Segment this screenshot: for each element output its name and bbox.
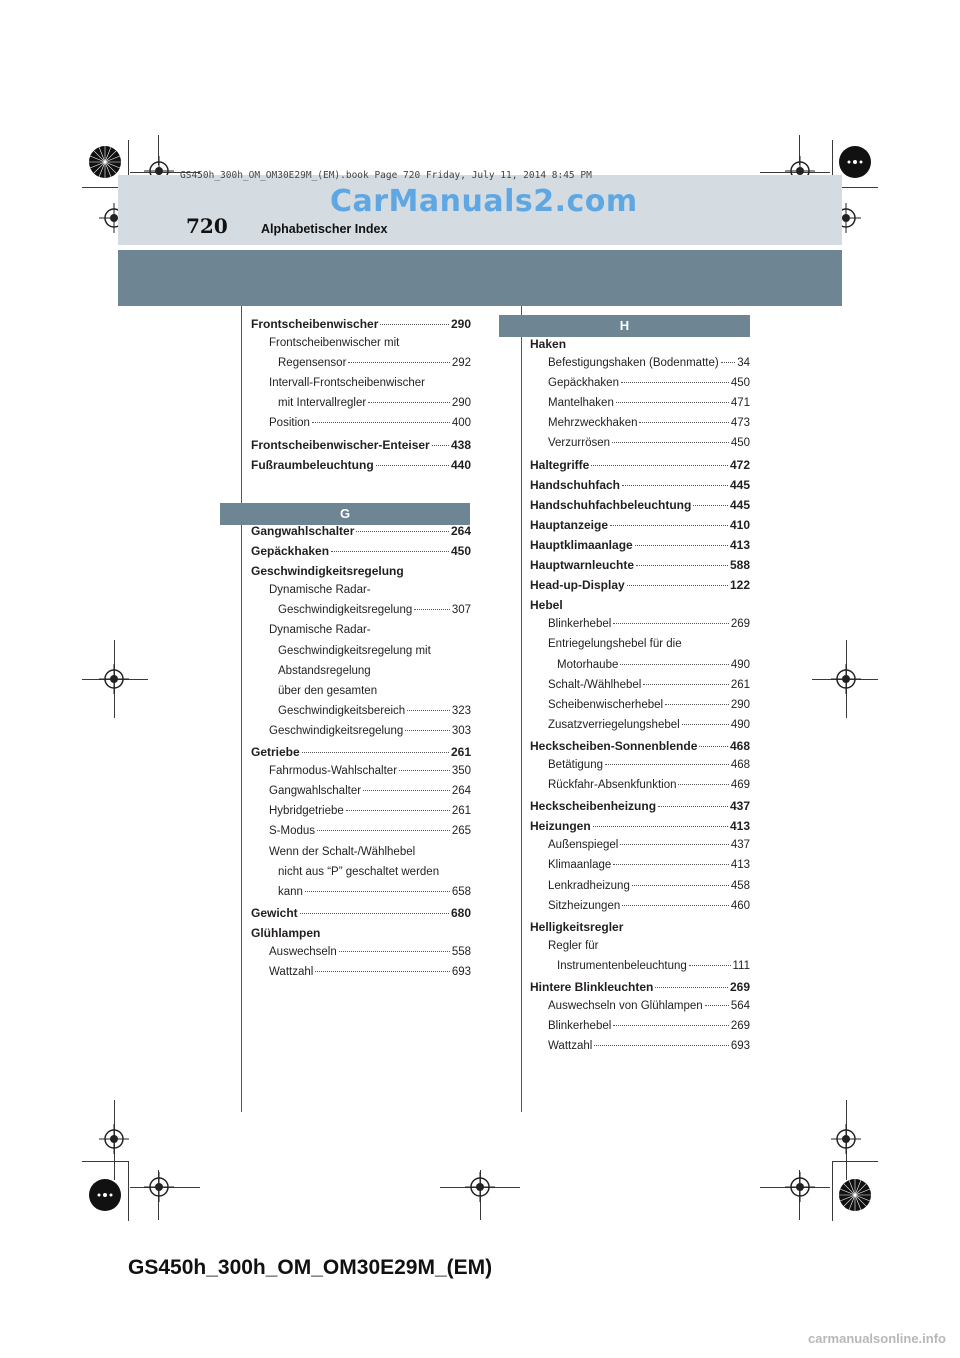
dot-leader (693, 505, 728, 506)
index-entry-page: 413 (730, 859, 750, 872)
index-entry (530, 538, 750, 558)
dot-leader (613, 623, 729, 624)
dot-leader (682, 724, 729, 725)
index-entry (530, 618, 750, 638)
index-entry (530, 819, 750, 839)
index-entry (251, 417, 471, 437)
dot-leader (300, 913, 449, 914)
index-entry-page: 410 (729, 517, 750, 532)
index-entry-text: Intervall-Frontscheibenwischer (269, 377, 425, 390)
crop-line (82, 1161, 128, 1162)
index-entry (530, 839, 750, 859)
index-entry-page: 265 (451, 825, 471, 838)
column-rule-middle (521, 306, 522, 1112)
index-entry-page: 680 (450, 905, 471, 920)
dot-leader (593, 826, 728, 827)
index-entry-page: 34 (737, 357, 750, 370)
index-entry (530, 779, 750, 799)
index-entry (530, 518, 750, 538)
index-entry (530, 759, 750, 779)
index-entry-text: Gepäckhaken (251, 544, 330, 559)
index-entry-page: 413 (729, 537, 750, 552)
index-entry-text: Dynamische Radar- (269, 584, 371, 597)
index-entry-text: S-Modus (269, 825, 316, 838)
index-entry-text: Scheibenwischerhebel (548, 698, 664, 711)
index-entry-text: Glühlampen (251, 925, 321, 940)
index-entry-page: 440 (450, 457, 471, 472)
index-entry-page: 400 (451, 417, 471, 430)
footer-book-code: GS450h_300h_OM_OM30E29M_(EM) (128, 1256, 493, 1279)
index-entry-text: Hauptanzeige (530, 517, 609, 532)
dot-leader (620, 664, 728, 665)
index-entry-text: Geschwindigkeitsregelung (269, 724, 404, 737)
index-entry-page: 111 (732, 959, 750, 972)
index-entry-text: über den gesamten (278, 684, 378, 697)
dot-leader (315, 971, 450, 972)
dot-leader (621, 382, 729, 383)
dot-leader (368, 402, 450, 403)
dot-leader (705, 1005, 729, 1006)
index-entry-page: 303 (451, 724, 471, 737)
registration-mark-icon (465, 1172, 495, 1202)
index-entry-text: Frontscheibenwischer (251, 317, 379, 331)
sunburst-mark-icon (838, 145, 872, 179)
index-entry-text: Geschwindigkeitsbereich (278, 704, 406, 717)
index-entry-page: 292 (451, 357, 471, 370)
index-entry-text: Gangwahlschalter (251, 524, 355, 538)
index-entry (251, 564, 471, 584)
index-entry-text: Helligkeitsregler (530, 919, 624, 934)
index-entry-text: Regler für (548, 939, 599, 952)
index-entry (530, 980, 750, 1000)
sunburst-mark-icon (88, 145, 122, 179)
dot-leader (414, 609, 450, 610)
section-header-g: G (220, 503, 470, 525)
index-entry-text: Hauptklimaanlage (530, 537, 633, 552)
index-entry-text: Fahrmodus-Wahlschalter (269, 765, 398, 778)
index-entry-page: 564 (730, 1000, 750, 1013)
dot-leader (620, 844, 728, 845)
index-entry-text: Lenkradheizung (548, 879, 630, 892)
index-entry-text: Zusatzverriegelungshebel (548, 718, 680, 731)
index-entry (251, 685, 471, 705)
index-entry-page: 413 (729, 819, 750, 834)
dot-leader (658, 806, 728, 807)
index-entry (251, 846, 471, 866)
registration-mark-icon (144, 1172, 174, 1202)
index-entry-text: Hintere Blinkleuchten (530, 980, 654, 994)
index-entry-text: Position (269, 417, 310, 430)
index-entry (251, 458, 471, 478)
header-band-dark (118, 250, 842, 306)
index-entry-page: 323 (451, 704, 471, 717)
registration-mark-icon (99, 1124, 129, 1154)
index-entry (251, 966, 471, 986)
index-entry (530, 940, 750, 960)
index-entry-page: 290 (730, 698, 750, 711)
index-entry-page: 693 (730, 1040, 750, 1053)
index-entry-page: 460 (730, 899, 750, 912)
index-entry-page: 468 (729, 738, 750, 753)
dot-leader (622, 905, 729, 906)
book-info-line: GS450h_300h_OM_OM30E29M_(EM).book Page 720 Friday, July 11, 2014 8:45 PM (180, 170, 592, 181)
index-entry-text: Wattzahl (269, 966, 314, 979)
index-entry (530, 739, 750, 759)
index-entry-text: Handschuhfachbeleuchtung (530, 497, 692, 512)
crop-line (832, 1161, 878, 1162)
dot-leader (363, 790, 450, 791)
dot-leader (376, 465, 449, 466)
index-entry-page: 472 (729, 457, 750, 472)
index-entry (251, 785, 471, 805)
dot-leader (612, 442, 729, 443)
index-entry (530, 799, 750, 819)
page-title: Alphabetischer Index (261, 222, 388, 236)
registration-mark-icon (99, 664, 129, 694)
dot-leader (348, 362, 449, 363)
index-entry-text: Gangwahlschalter (269, 785, 362, 798)
index-entry-page: 450 (730, 377, 750, 390)
index-entry (251, 886, 471, 906)
crop-line (832, 1161, 833, 1221)
index-entry-page: 264 (450, 524, 471, 538)
index-entry (530, 859, 750, 879)
index-entry (251, 645, 471, 665)
index-entry (530, 1040, 750, 1060)
index-entry (530, 1000, 750, 1020)
index-entry-text: Head-up-Display (530, 578, 625, 593)
dot-leader (643, 684, 728, 685)
dot-leader (622, 485, 728, 486)
index-entry-page: 558 (451, 945, 471, 958)
index-entry-text: Verzurrösen (548, 437, 611, 450)
index-entry-page: 290 (450, 317, 471, 331)
index-entry-text: Dynamische Radar- (269, 624, 371, 637)
index-entry-text: Haken (530, 337, 567, 351)
index-entry (251, 725, 471, 745)
index-entry-page: 658 (451, 885, 471, 898)
dot-leader (613, 864, 729, 865)
index-entry-text: Heckscheibenheizung (530, 799, 657, 814)
index-entry-text: Heckscheiben-Sonnenblende (530, 738, 698, 753)
dot-leader (613, 1025, 729, 1026)
registration-mark-icon (831, 1124, 861, 1154)
index-entry (530, 598, 750, 618)
index-entry (251, 866, 471, 886)
index-entry (251, 946, 471, 966)
index-entry-text: Hybridgetriebe (269, 805, 344, 818)
index-entry-text: Schalt-/Wählhebel (548, 678, 642, 691)
dot-leader (356, 531, 449, 532)
index-entry-text: kann (278, 885, 303, 898)
index-entry (530, 880, 750, 900)
index-entry (251, 544, 471, 564)
dot-leader (665, 704, 729, 705)
index-entry (530, 417, 750, 437)
dot-leader (632, 885, 729, 886)
page-number: 720 (186, 214, 228, 238)
index-entry-text: Frontscheibenwischer mit (269, 337, 400, 350)
index-entry (251, 377, 471, 397)
index-entry (530, 960, 750, 980)
dot-leader (616, 402, 729, 403)
dot-leader (399, 770, 450, 771)
index-entry-text: Mehrzweckhaken (548, 417, 638, 430)
index-entry (251, 357, 471, 377)
index-entry (251, 438, 471, 458)
registration-mark-icon (785, 1172, 815, 1202)
index-entry-page: 473 (730, 417, 750, 430)
index-entry-text: Frontscheibenwischer-Enteiser (251, 437, 430, 452)
index-entry (251, 665, 471, 685)
index-entry (530, 458, 750, 478)
section-header-h: H (499, 315, 750, 337)
index-entry-page: 468 (730, 758, 750, 771)
index-entry (530, 699, 750, 719)
index-entry-text: Mantelhaken (548, 397, 614, 410)
index-entry (530, 498, 750, 518)
registration-mark-icon (831, 664, 861, 694)
index-entry-text: Haltegriffe (530, 457, 590, 472)
index-entry (530, 478, 750, 498)
dot-leader (380, 324, 449, 325)
index-entry-text: Geschwindigkeitsregelung (251, 564, 404, 579)
index-entry-text: mit Intervallregler (278, 397, 367, 410)
index-column-g (251, 524, 471, 986)
index-entry (251, 624, 471, 644)
dot-leader (346, 810, 450, 811)
index-entry (530, 900, 750, 920)
dot-leader (655, 987, 728, 988)
index-entry-page: 269 (729, 980, 750, 994)
index-entry-text: Instrumentenbeleuchtung (557, 959, 687, 972)
index-entry-text: Blinkerhebel (548, 618, 612, 631)
dot-leader (605, 764, 729, 765)
index-entry-text: Regensensor (278, 357, 347, 370)
index-entry-text: Fußraumbeleuchtung (251, 457, 374, 472)
index-entry-text: Blinkerhebel (548, 1020, 612, 1033)
index-entry-text: Wenn der Schalt-/Wählhebel (269, 845, 416, 858)
index-entry (251, 805, 471, 825)
index-entry-text: Handschuhfach (530, 477, 621, 492)
dot-leader (678, 784, 728, 785)
dot-leader (432, 445, 449, 446)
index-entry (530, 1020, 750, 1040)
dot-leader (635, 545, 728, 546)
index-entry (530, 920, 750, 940)
index-entry-page: 261 (730, 678, 750, 691)
index-entry-text: Motorhaube (557, 658, 619, 671)
index-entry-page: 437 (730, 839, 750, 852)
dot-leader (317, 830, 450, 831)
index-entry (251, 337, 471, 357)
index-entry (530, 558, 750, 578)
column-rule-left (241, 306, 242, 1112)
dot-leader (610, 525, 728, 526)
index-entry (251, 584, 471, 604)
dot-leader (331, 551, 449, 552)
index-entry (530, 337, 750, 357)
index-entry-text: Abstandsregelung (278, 664, 371, 677)
index-entry-page: 437 (729, 799, 750, 814)
index-entry-page: 490 (730, 658, 750, 671)
index-entry-text: Hauptwarnleuchte (530, 558, 635, 573)
index-entry-page: 290 (451, 397, 471, 410)
index-entry (530, 679, 750, 699)
index-entry-page: 264 (451, 785, 471, 798)
index-entry (251, 825, 471, 845)
index-entry (251, 906, 471, 926)
index-entry-page: 458 (730, 879, 750, 892)
index-entry-text: Rückfahr-Absenkfunktion (548, 779, 677, 792)
index-entry-text: Hebel (530, 598, 563, 613)
dot-leader (302, 752, 449, 753)
index-entry-page: 122 (729, 578, 750, 593)
index-entry-page: 450 (450, 544, 471, 559)
sunburst-mark-icon (838, 1178, 872, 1212)
index-entry-page: 693 (451, 966, 471, 979)
index-entry-text: Entriegelungshebel für die (548, 638, 682, 651)
dot-leader (594, 1045, 729, 1046)
index-column-h (530, 337, 750, 1060)
index-entry-page: 445 (729, 497, 750, 512)
index-entry-page: 269 (730, 1020, 750, 1033)
dot-leader (639, 422, 728, 423)
index-entry (251, 397, 471, 417)
dot-leader (591, 465, 728, 466)
dot-leader (689, 965, 731, 966)
dot-leader (627, 585, 728, 586)
dot-leader (636, 565, 728, 566)
index-entry (530, 377, 750, 397)
index-entry (251, 705, 471, 725)
index-entry-text: Auswechseln (269, 945, 337, 958)
dot-leader (339, 951, 450, 952)
footer-watermark[interactable]: carmanualsonline.info (808, 1331, 946, 1346)
index-entry (530, 437, 750, 457)
index-entry-page: 445 (729, 477, 750, 492)
index-entry (251, 765, 471, 785)
dot-leader (312, 422, 450, 423)
index-entry (251, 604, 471, 624)
index-entry (530, 397, 750, 417)
index-entry-page: 588 (729, 558, 750, 573)
index-entry-text: Klimaanlage (548, 859, 612, 872)
index-entry-page: 261 (451, 805, 471, 818)
index-entry-page: 438 (450, 437, 471, 452)
index-entry-text: Betätigung (548, 758, 603, 771)
index-entry-page: 490 (730, 718, 750, 731)
index-entry-page: 350 (451, 765, 471, 778)
index-entry-page: 261 (450, 745, 471, 760)
index-entry-page: 471 (730, 397, 750, 410)
index-column-f (251, 317, 471, 478)
index-entry (530, 638, 750, 658)
dot-leader (305, 891, 450, 892)
index-entry-text: Getriebe (251, 745, 300, 760)
index-entry-page: 269 (730, 618, 750, 631)
index-entry-text: Gewicht (251, 905, 298, 920)
index-entry-page: 307 (451, 604, 471, 617)
index-entry-text: Wattzahl (548, 1040, 593, 1053)
index-entry-page: 450 (730, 437, 750, 450)
crop-line (128, 1161, 129, 1221)
index-entry (251, 745, 471, 765)
index-entry (530, 578, 750, 598)
dot-leader (699, 746, 728, 747)
watermark-top[interactable]: CarManuals2.com (330, 184, 638, 219)
dot-leader (405, 730, 450, 731)
index-entry (530, 659, 750, 679)
index-entry (251, 524, 471, 544)
index-entry-page: 469 (730, 779, 750, 792)
index-entry-text: Sitzheizungen (548, 899, 621, 912)
index-entry (530, 719, 750, 739)
dot-leader (721, 362, 736, 363)
index-entry-text: Heizungen (530, 819, 591, 834)
index-entry (251, 317, 471, 337)
dot-leader (407, 710, 450, 711)
index-entry-text: Auswechseln von Glühlampen (548, 1000, 703, 1013)
index-entry-text: Geschwindigkeitsregelung mit (278, 644, 431, 657)
index-entry (251, 926, 471, 946)
index-entry-text: nicht aus “P” geschaltet werden (278, 865, 440, 878)
sunburst-mark-icon (88, 1178, 122, 1212)
index-entry (530, 357, 750, 377)
index-entry-text: Gepäckhaken (548, 377, 619, 390)
index-entry-text: Befestigungshaken (Bodenmatte) (548, 357, 719, 370)
index-entry-text: Außenspiegel (548, 839, 619, 852)
index-entry-text: Geschwindigkeitsregelung (278, 604, 413, 617)
